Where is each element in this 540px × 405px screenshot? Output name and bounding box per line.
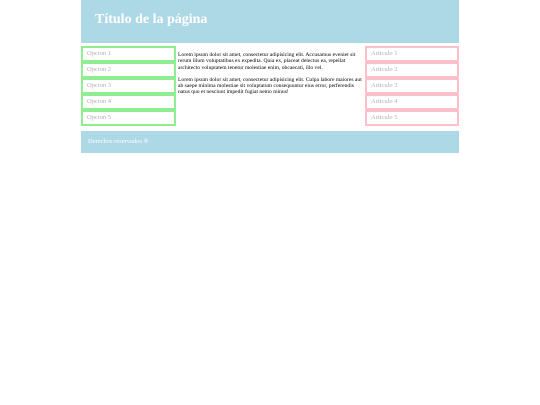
page-title: Título de la página xyxy=(95,12,208,27)
footer-text: Derechos reservados ® xyxy=(88,138,149,145)
nav-item-opcion-3[interactable]: Opcion 3 xyxy=(81,78,176,94)
aside-item-articulo-3[interactable]: Articulo 3 xyxy=(365,78,459,94)
main-paragraph-2: Lorem ipsum dolor sit amet, consectetur adipisicing elit. Culpa labore maiores aut ab saepe minima molestiae sit voluptatum consequuntur eius error, perferendis natus quo et nesciunt impedit fugiat nemo minus! xyxy=(178,76,362,96)
page-header xyxy=(81,0,459,43)
nav-item-opcion-2[interactable]: Opcion 2 xyxy=(81,62,176,78)
page-footer xyxy=(81,131,459,153)
left-nav xyxy=(81,46,176,126)
nav-item-opcion-1[interactable]: Opcion 1 xyxy=(81,46,176,62)
aside-item-articulo-5[interactable]: Articulo 5 xyxy=(365,110,459,126)
main-content xyxy=(178,52,363,102)
aside-item-articulo-2[interactable]: Articulo 2 xyxy=(365,62,459,78)
nav-item-opcion-5[interactable]: Opcion 5 xyxy=(81,110,176,126)
layout-wrapper xyxy=(81,0,459,145)
aside-item-articulo-1[interactable]: Articulo 1 xyxy=(365,46,459,62)
aside-item-articulo-4[interactable]: Articulo 4 xyxy=(365,94,459,110)
content-area xyxy=(81,46,459,134)
nav-item-opcion-4[interactable]: Opcion 4 xyxy=(81,94,176,110)
right-aside xyxy=(365,46,459,126)
main-paragraph-1: Lorem ipsum dolor sit amet, consectetur adipisicing elit. Accusamus eveniet sit rerum illum voluptatibus ex expedita. Quia ex, placeat delectus ea, repellat architecto voluptatem tenetur molestiae enim, obcaecati, illo vel. xyxy=(178,52,356,71)
